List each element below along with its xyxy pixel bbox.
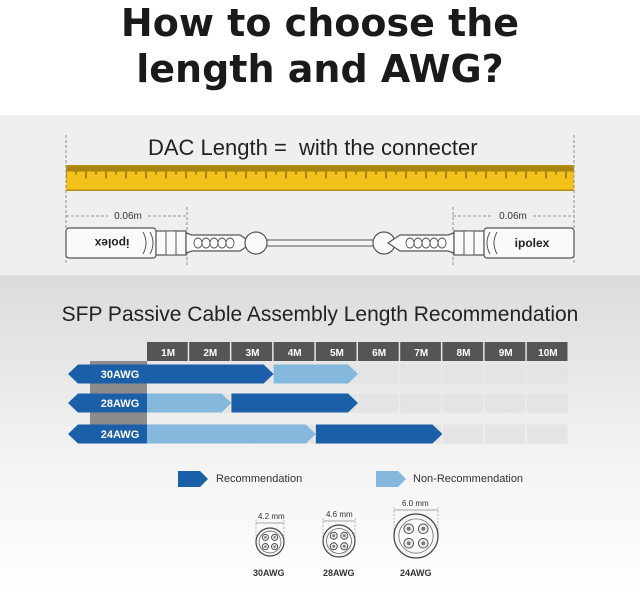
length-header-label: 5M <box>329 348 344 359</box>
non-recommended-bar <box>147 394 231 413</box>
length-header-label: 7M <box>414 348 429 359</box>
non-recommended-bar <box>274 365 358 384</box>
right-offset-label: 0.06m <box>499 211 527 222</box>
cross-section-label-30awg: 30AWG <box>253 568 285 578</box>
dac-length-panel <box>0 115 640 275</box>
empty-cell <box>527 425 568 444</box>
dac-cable-diagram <box>0 115 640 275</box>
empty-cell <box>358 365 399 384</box>
legend-recommended-swatch <box>178 471 208 487</box>
awg-row-label: 24AWG <box>100 429 140 441</box>
right-sfp-connector <box>373 228 574 258</box>
length-header-label: 10M <box>538 348 558 359</box>
recommendation-panel <box>0 275 640 594</box>
cable-cross-section-28awg <box>323 518 355 557</box>
length-header-label: 6M <box>372 348 387 359</box>
right-brand-label: ipolex <box>514 236 550 250</box>
legend-recommended-label: Recommendation <box>216 473 303 485</box>
left-offset-label: 0.06m <box>114 211 142 222</box>
dac-length-caption: DAC Length = with the connecter <box>148 135 478 160</box>
legend-non-recommended-swatch <box>376 471 406 487</box>
empty-cell <box>358 394 399 413</box>
cable-cross-section-30awg <box>256 520 284 556</box>
page-title <box>0 0 640 115</box>
recommendation-title: SFP Passive Cable Assembly Length Recommendation <box>61 303 579 326</box>
length-header-label: 3M <box>245 348 260 359</box>
empty-cell <box>485 425 526 444</box>
empty-cell <box>400 394 441 413</box>
left-sfp-connector <box>66 228 267 258</box>
legend-non-recommended-label: Non-Recommendation <box>413 473 524 485</box>
cross-section-label-24awg: 24AWG <box>400 568 432 578</box>
empty-cell <box>442 365 483 384</box>
length-header-label: 1M <box>161 348 176 359</box>
cross-section-dim-24awg: 6.0 mm <box>402 499 429 508</box>
cross-section-dim-30awg: 4.2 mm <box>258 512 285 521</box>
non-recommended-bar <box>147 425 316 444</box>
awg-row-label: 30AWG <box>100 369 140 381</box>
length-header-label: 8M <box>456 348 471 359</box>
empty-cell <box>485 365 526 384</box>
empty-cell <box>400 365 441 384</box>
page-title-line1: How to choose the <box>120 1 520 45</box>
cross-section-label-28awg: 28AWG <box>323 568 355 578</box>
cross-section-dim-28awg: 4.6 mm <box>326 510 353 519</box>
awg-row-label: 28AWG <box>100 398 140 410</box>
empty-cell <box>527 365 568 384</box>
left-brand-label: ipolex <box>94 236 130 250</box>
length-header-label: 4M <box>287 348 302 359</box>
recommended-bar <box>147 365 274 384</box>
empty-cell <box>527 394 568 413</box>
length-recommendation-chart <box>0 275 640 594</box>
length-header-label: 2M <box>203 348 218 359</box>
empty-cell <box>485 394 526 413</box>
empty-cell <box>442 394 483 413</box>
recommended-bar <box>231 394 358 413</box>
cable-cross-section-24awg <box>394 507 438 558</box>
length-header-label: 9M <box>498 348 513 359</box>
page-title-line2: length and AWG? <box>136 47 504 91</box>
empty-cell <box>442 425 483 444</box>
recommended-bar <box>316 425 443 444</box>
